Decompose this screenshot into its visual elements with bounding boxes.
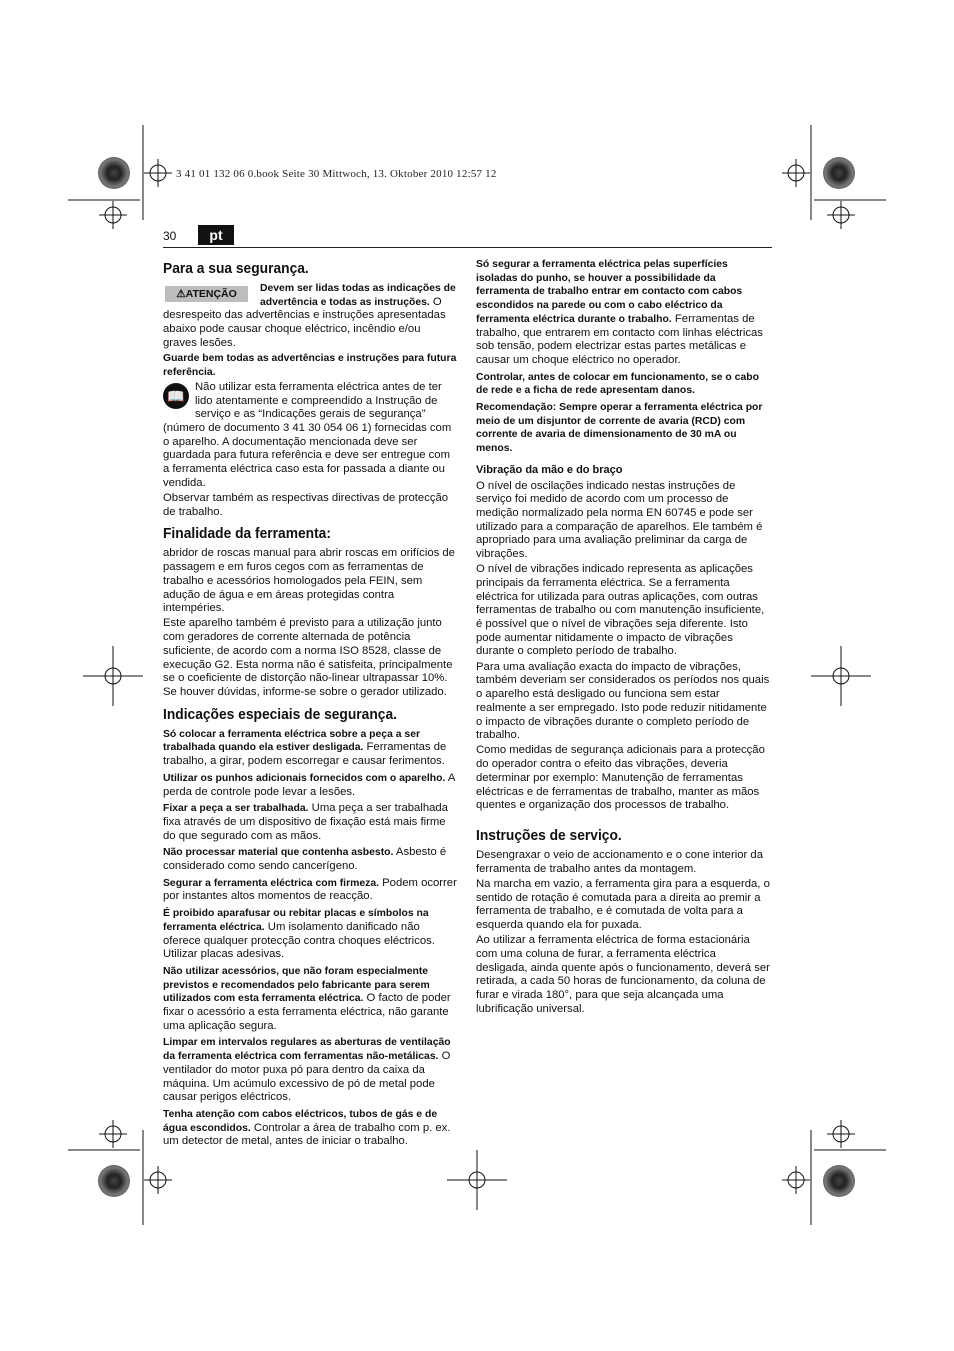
safety-item: Limpar em intervalos regulares as aberturas de ventilação da ferramenta eléctrica com ferramentas não-metálicas. O ventilador do motor puxa pó para dentro da caixa da máquina. Um acúmulo excessivo de pó de metal pode causar perigos eléctricos.	[163, 1037, 451, 1104]
book-info-header: 3 41 01 132 06 0.book Seite 30 Mittwoch, 13. Oktober 2010 12:57 12	[176, 168, 497, 180]
safety-item: Recomendação: Sempre operar a ferramenta eléctrica por meio de um disjuntor de corrente de avaria (RCD) com corrente de avaria de dimensionamento de 30 mA ou menos.	[476, 402, 763, 455]
warning-triangle-icon: ⚠	[176, 288, 186, 300]
safety-item: Segurar a ferramenta eléctrica com firmeza. Podem ocorrer por instantes altos momentos de reacção.	[163, 876, 457, 903]
purpose-paragraph-1: abridor de roscas manual para abrir roscas em orifícios de passagem e em furos cegos com as ferramentas de trabalho e acessórios homologados pela FEIN, sem adução de água e em áreas protegidas contra intempéries.	[163, 547, 455, 615]
safety-heading: Para a sua segurança.	[163, 260, 309, 277]
purpose-heading: Finalidade da ferramenta:	[163, 525, 331, 543]
service-text	[476, 849, 770, 1016]
paragraph: O nível de oscilações indicado nestas instruções de serviço foi medido de acordo com um processo de medição normalizado pela norma EN 60745 e pode ser utilizado para a comparação de aparelhos. Ele também é apropriado para uma avaliação preliminar da carga de vibrações.	[476, 479, 763, 561]
purpose-paragraph-2: Este aparelho também é previsto para a utilização junto com geradores de corrente alternada de potência suficiente, de acordo com a norma ISO 8528, classe de execução G2. Esta norma não é satisfeita, principalmente se o coeficiente de distorção não-linear ultrapassar 10%. Se houver dúvidas, informe-se sobre o gerador utilizado.	[163, 617, 453, 698]
paragraph: Na marcha em vazio, a ferramenta gira para a esquerda, o sentido de rotação é comutada para a direita ao premir a ferramenta de trabalho, e é comutada de volta para a esquerda quando ela for puxada.	[476, 877, 770, 931]
paragraph: Como medidas de segurança adicionais para a protecção do operador contra o efeito das vibrações, deveria determinar por exemplo: Manutenção de ferramentas eléctricas e de ferramentas de trabalho, manter as mãos quentes e organização dos processos de trabalho.	[476, 744, 765, 812]
safety-item: Controlar, antes de colocar em funcionamento, se o cabo de rede e a ficha de rede apresentam danos.	[476, 371, 759, 397]
paragraph: Desengraxar o veio de accionamento e o cone interior da ferramenta de trabalho antes da montagem.	[476, 848, 763, 875]
left-column	[163, 254, 457, 1152]
special-safety-heading: Indicações especiais de segurança.	[163, 705, 397, 723]
observe-paragraph: Observar também as respectivas directivas de protecção de trabalho.	[163, 492, 449, 518]
safety-item: Não utilizar acessórios, que não foram especialmente previstos e recomendados pelo fabricante para serem utilizados com esta ferramenta eléctrica. O facto de poder fixar o acessório a esta ferramenta eléctrica, não garante uma aplicação segura.	[163, 965, 451, 1032]
safety-item: É proibido aparafusar ou rebitar placas e símbolos na ferramenta eléctrica. Um isolamento danificado não oferece qualquer protecção contra choques eléctricos. Utilizar placas adesivas.	[163, 908, 435, 961]
vibration-text	[476, 480, 770, 813]
header-rule	[163, 247, 772, 248]
paragraph: Ao utilizar a ferramenta eléctrica de forma estacionária com uma coluna de furar, a ferramenta eléctrica desligada, ainda quente após o funcionamento, deverá ser retirada, a cada 50 horas de funcionamento, da coluna de furar e virada 180°, para que seja alcançada uma lubrificação universal.	[476, 934, 770, 1015]
paragraph: O nível de vibrações indicado representa as aplicações principais da ferramenta eléctrica. Se a ferramenta eléctrica for utilizada para outras aplicações, com outras ferramentas de trabalho ou com manutenção insuficiente, é possível que o nível de vibrações seja diferente. Isto pode aumentar nitidamente o impacto de vibrações durante o completo período de trabalho.	[476, 563, 765, 658]
safety-item: Tenha atenção com cabos eléctricos, tubos de gás e de água escondidos. Controlar a área de trabalho com p. ex. um detector de metal, antes de iniciar o trabalho.	[163, 1108, 451, 1148]
service-heading: Instruções de serviço.	[476, 826, 622, 844]
keep-instructions: Guarde bem todas as advertências e instruções para futura referência.	[163, 353, 457, 378]
safety-item: Só segurar a ferramenta eléctrica pelas superfícies isoladas do punho, se houver a possibilidade da ferramenta de trabalho entrar em contacto com cabos escondidos na parede ou com o cabo eléctrico da ferramenta eléctrica durante o trabalho. Ferramentas de trabalho, que entrarem em contacto com linhas eléctricas sob tensão, podem electrizar estas partes metálicas e causar um choque eléctrico no operador.	[476, 259, 763, 366]
manual-paragraph: Não utilizar esta ferramenta eléctrica antes de ter lido atentamente e compreendido a Instrução de serviço e as “Indicações gerais de segurança” (número de documento 3 41 30 054 06 1) fornecidas com o aparelho. A documentação mencionada deve ser guardada para futura referência e deve ser entregue com a ferramenta eléctrica caso esta for passada a diante ou vendida.	[163, 380, 452, 489]
vibration-heading: Vibração da mão e do braço	[476, 463, 623, 476]
paragraph: Para uma avaliação exacta do impacto de vibrações, também deveriam ser considerados os períodos nos quais o aparelho está desligado ou funciona sem estar realmente a ser empregado. Isto pode reduzir nitidamente o impacto de vibrações durante o completo período de trabalho.	[476, 660, 770, 742]
warning-paragraph: Devem ser lidas todas as indicações de advertência e todas as instruções. O desrespeito das advertências e instruções apresentadas abaixo pode causar choque eléctrico, incêndio e/ou graves lesões.	[163, 283, 456, 349]
safety-item: Não processar material que contenha asbesto. Asbesto é considerado como sendo cancerígeno.	[163, 846, 447, 873]
safety-item: Utilizar os punhos adicionais fornecidos com o aparelho. A perda de controle pode levar a lesões.	[163, 771, 455, 798]
right-column	[476, 258, 770, 1018]
page-number: 30	[163, 229, 177, 243]
read-manual-icon: 📖	[163, 383, 189, 409]
language-tag: pt	[198, 225, 234, 245]
warning-badge: ⚠ATENÇÃO	[165, 286, 248, 302]
special-safety-list	[163, 728, 457, 1149]
right-safety-list	[476, 258, 770, 456]
safety-item: Só colocar a ferramenta eléctrica sobre a peça a ser trabalhada quando ela estiver desligada. Ferramentas de trabalho, a girar, podem escorregar e causar ferimentos.	[163, 728, 447, 768]
safety-item: Fixar a peça a ser trabalhada. Uma peça a ser trabalhada fixa através de um dispositivo de fixação está mais firme do que segurado com as mãos.	[163, 802, 448, 842]
